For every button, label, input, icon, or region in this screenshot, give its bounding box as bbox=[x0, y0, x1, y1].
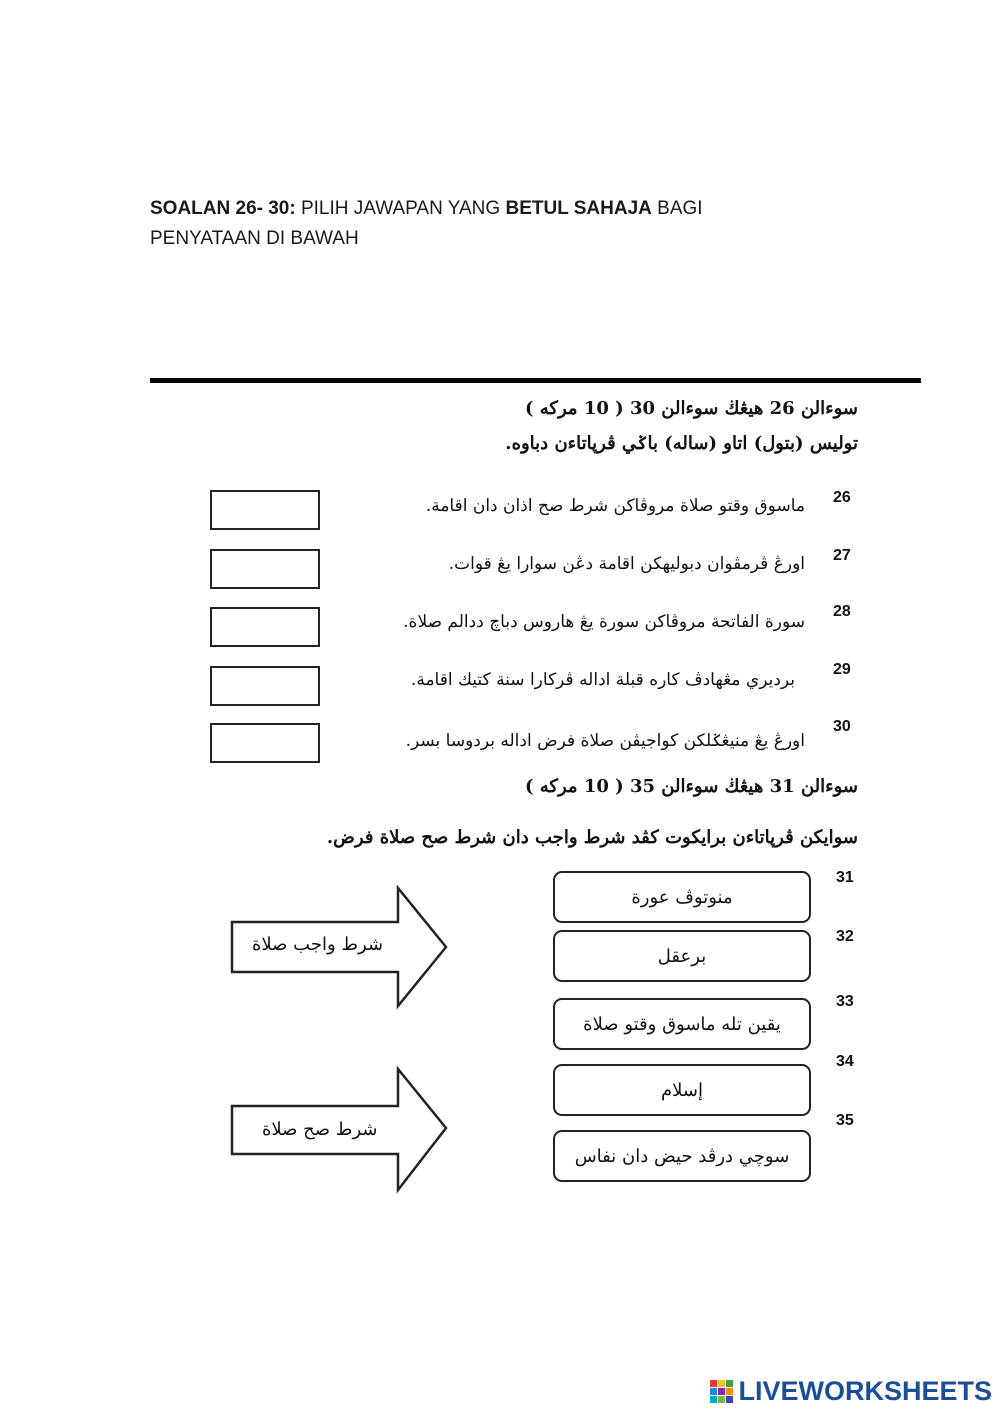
question-number: 27 bbox=[833, 547, 851, 564]
answer-box-26[interactable] bbox=[210, 490, 320, 530]
option-text: سوچي درڤد حيض دان نفاس bbox=[574, 1145, 790, 1167]
instruction-part2: BAGI bbox=[657, 198, 703, 219]
drag-option-32[interactable] bbox=[553, 930, 811, 982]
instruction-part1: PILIH JAWAPAN YANG bbox=[300, 198, 501, 219]
option-text: إسلام bbox=[661, 1079, 703, 1101]
option-number: 32 bbox=[836, 928, 854, 945]
drag-option-33[interactable] bbox=[553, 998, 811, 1050]
answer-box-28[interactable] bbox=[210, 607, 320, 647]
option-number: 31 bbox=[836, 869, 854, 886]
drag-option-35[interactable] bbox=[553, 1130, 811, 1182]
logo-text: LIVEWORKSHEETS bbox=[738, 1376, 992, 1406]
question-number: 26 bbox=[833, 489, 851, 506]
logo-square bbox=[710, 1396, 717, 1403]
section-b-instruction: سوايكن ڤرڽاتاءن برايكوت كڤد شرط واجب دان شرط صح صلاة فرض. bbox=[326, 827, 858, 848]
logo-square bbox=[718, 1396, 725, 1403]
question-text: سورة الفاتحة مروڤاكن سورة يڠ هاروس دباچ ددالم صلاة. bbox=[403, 612, 805, 632]
logo-grid-icon bbox=[710, 1380, 733, 1403]
question-text: ماسوق وقتو صلاة مروڤاكن شرط صح اذان دان اقامة. bbox=[425, 496, 805, 516]
section-b-heading: سوءالن 31 هيڠڬ سوءالن 35 ( 10 مركه ) bbox=[524, 776, 858, 797]
option-text: منوتوڤ عورة bbox=[631, 886, 733, 908]
option-text: يقين تله ماسوق وقتو صلاة bbox=[583, 1013, 781, 1035]
instruction-line2: PENYATAAN DI BAWAH bbox=[150, 228, 359, 249]
option-number: 33 bbox=[836, 993, 854, 1010]
question-number: 30 bbox=[833, 718, 851, 735]
arrow-label-syarat-wajib: شرط واجب صلاة bbox=[252, 934, 384, 955]
liveworksheets-logo bbox=[710, 1376, 992, 1407]
instruction-label: SOALAN 26- 30: bbox=[150, 198, 296, 219]
drag-option-34[interactable] bbox=[553, 1064, 811, 1116]
instruction-text bbox=[150, 194, 770, 254]
option-number: 34 bbox=[836, 1053, 854, 1070]
answer-box-27[interactable] bbox=[210, 549, 320, 589]
answer-box-29[interactable] bbox=[210, 666, 320, 706]
logo-square bbox=[726, 1388, 733, 1395]
answer-box-30[interactable] bbox=[210, 723, 320, 763]
arrow-label-syarat-sah: شرط صح صلاة bbox=[262, 1119, 378, 1140]
question-text: اورڠ ڤرمڤوان دبوليهكن اقامة دڠن سوارا يڠ قوات. bbox=[448, 554, 805, 574]
instruction-bold: BETUL SAHAJA bbox=[505, 198, 652, 219]
logo-square bbox=[726, 1396, 733, 1403]
section-a-instruction: توليس (بتول) اتاو (ساله) باݢي ڤرڽاتاءن دباوه. bbox=[505, 433, 858, 454]
drag-option-31[interactable] bbox=[553, 871, 811, 923]
question-text: بردیري مڠهادڤ كاره قبلة اداله ڤركارا سنة كتيك اقامة. bbox=[410, 670, 795, 690]
logo-square bbox=[718, 1380, 725, 1387]
logo-square bbox=[710, 1380, 717, 1387]
logo-square bbox=[726, 1380, 733, 1387]
logo-square bbox=[710, 1388, 717, 1395]
question-number: 29 bbox=[833, 661, 851, 678]
question-text: اورڠ يڠ منيڠݢلكن كواجيڤن صلاة فرض اداله بردوسا بسر. bbox=[405, 731, 805, 751]
logo-square bbox=[718, 1388, 725, 1395]
option-text: برعقل bbox=[657, 945, 707, 967]
divider-rule bbox=[150, 378, 921, 383]
section-a-heading: سوءالن 26 هيڠڬ سوءالن 30 ( 10 مركه ) bbox=[524, 398, 858, 419]
option-number: 35 bbox=[836, 1112, 854, 1129]
question-number: 28 bbox=[833, 603, 851, 620]
